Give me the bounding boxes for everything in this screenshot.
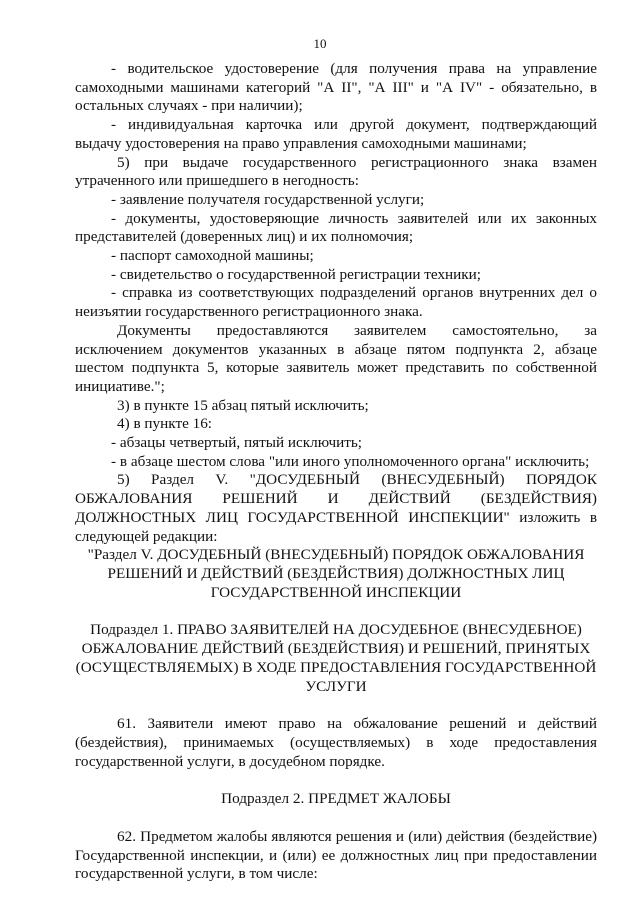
paragraph: - индивидуальная карточка или другой документ, подтверждающий выдачу удостоверения на право управления самоходными машинами; (75, 116, 597, 152)
paragraph: - заявление получателя государственной услуги; (111, 190, 425, 208)
paragraph: - в абзаце шестом слова "или иного уполномоченного органа" исключить; (111, 452, 590, 470)
paragraph: 5) при выдаче государственного регистрационного знака взамен утраченного или пришедшего в негодность: (75, 153, 597, 190)
paragraph: 5) Раздел V. "ДОСУДЕБНЫЙ (ВНЕСУДЕБНЫЙ) ПОРЯДОК ОБЖАЛОВАНИЯ РЕШЕНИЙ И ДЕЙСТВИЙ (БЕЗДЕЙСТВИЯ) ДОЛЖНОСТНЫХ ЛИЦ ГОСУДАРСТВЕННОЙ ИНСПЕКЦИИ" изложить в следующей редакции: (75, 471, 597, 545)
subsection-heading: Подраздел 2. ПРЕДМЕТ ЖАЛОБЫ (221, 790, 451, 808)
paragraph: - свидетельство о государственной регистрации техники; (111, 265, 482, 283)
subsection-heading: Подраздел 1. ПРАВО ЗАЯВИТЕЛЕЙ НА ДОСУДЕБНОЕ (ВНЕСУДЕБНОЕ) ОБЖАЛОВАНИЕ ДЕЙСТВИЙ (БЕЗДЕЙСТВИЯ) И РЕШЕНИЙ, ПРИНЯТЫХ (ОСУЩЕСТВЛЯЕМЫХ) В ХОДЕ ПРЕДОСТАВЛЕНИЯ ГОСУДАРСТВЕННОЙ УСЛУГИ (75, 621, 597, 695)
paragraph: - справка из соответствующих подразделений органов внутренних дел о неизъятии государственного регистрационного знака. (75, 284, 597, 321)
paragraph: 3) в пункте 15 абзац пятый исключить; (117, 396, 369, 414)
paragraph: 62. Предметом жалобы являются решения и (или) действия (бездействие) Государственной инспекции, и (или) ее должностных лиц при предоставлении государственной услуги, в том числе: (75, 828, 597, 883)
page-number: 10 (313, 36, 327, 51)
document-body (75, 60, 597, 884)
paragraph: 61. Заявители имеют право на обжалование решений и действий (бездействия), принимаемых (осуществляемых) в ходе предоставления государственной услуги, в досудебном порядке. (75, 715, 597, 770)
paragraph: 4) в пункте 16: (117, 415, 213, 433)
paragraph: Документы предоставляются заявителем самостоятельно, за исключением документов указанных в абзаце пятом подпункта 2, абзаце шестом подпункта 5, которые заявитель может представить по собственной инициативе."; (75, 321, 597, 395)
paragraph: - водительское удостоверение (для получения права на управление самоходными машинами категорий "А II", "А III" и "А IV" - обязательно, в остальных случаях - при наличии); (75, 60, 597, 115)
spacer (75, 771, 597, 790)
spacer (75, 602, 597, 621)
paragraph: - документы, удостоверяющие личность заявителей или их законных представителей (доверенных лиц) и их полномочия; (75, 209, 597, 246)
spacer (75, 696, 597, 715)
paragraph: - абзацы четвертый, пятый исключить; (111, 434, 363, 452)
paragraph: - паспорт самоходной машины; (111, 247, 314, 265)
section-heading: "Раздел V. ДОСУДЕБНЫЙ (ВНЕСУДЕБНЫЙ) ПОРЯДОК ОБЖАЛОВАНИЯ РЕШЕНИЙ И ДЕЙСТВИЙ (БЕЗДЕЙСТВИЯ) ДОЛЖНОСТНЫХ ЛИЦ ГОСУДАРСТВЕННОЙ ИНСПЕКЦИИ (87, 546, 585, 601)
spacer (75, 809, 597, 828)
